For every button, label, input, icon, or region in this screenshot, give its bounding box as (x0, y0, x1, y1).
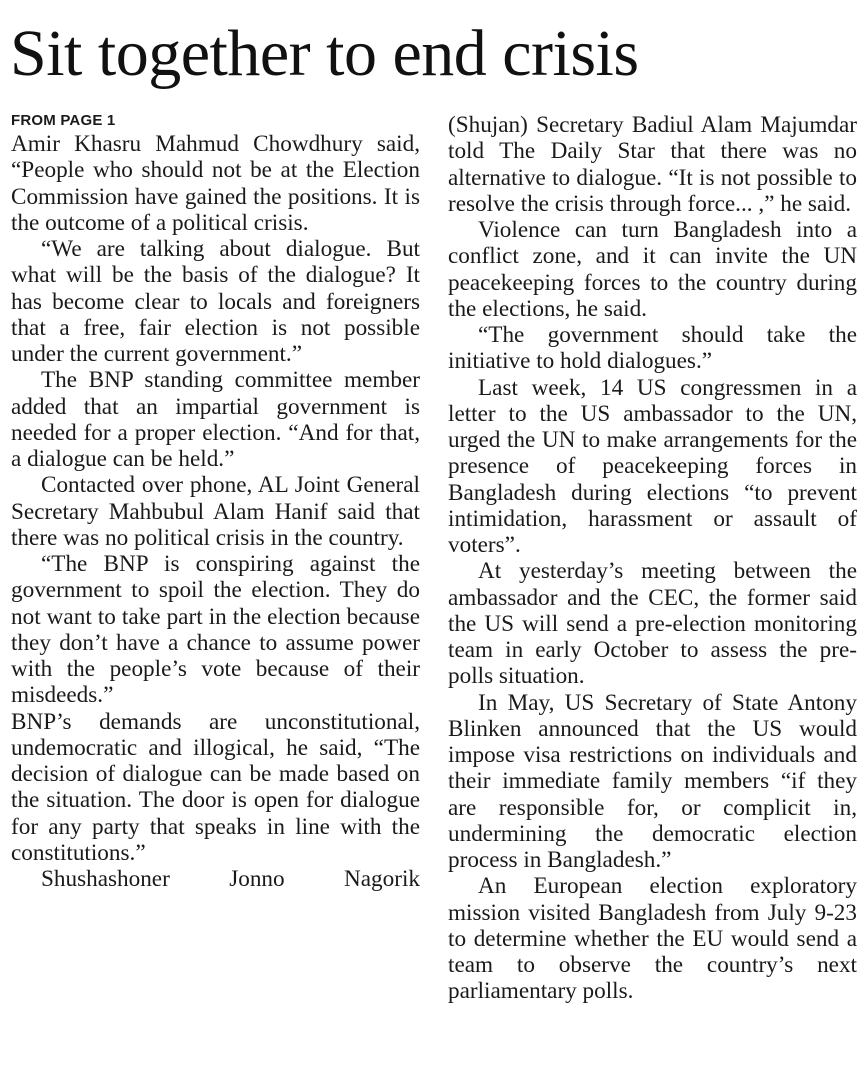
paragraph: In May, US Secretary of State Antony Blinken announced that the US would impose visa restrictions on individuals and their immediate family members “if they are responsible for, or complicit in, undermining the democratic election process in Bangladesh.” (448, 689, 857, 873)
paragraph: “The government should take the initiative to hold dialogues.” (448, 322, 857, 375)
paragraph: At yesterday’s meeting between the ambassador and the CEC, the former said the US will send a pre-election monitoring team in early October to assess the pre-polls situation. (448, 558, 857, 690)
paragraph: “The BNP is conspiring against the government to spoil the election. They do not want to take part in the election because they don’t have a chance to assume power with the people’s vote because of their misdeeds.” (11, 551, 420, 709)
paragraph: Contacted over phone, AL Joint General Secretary Mahbubul Alam Hanif said that there was no political crisis in the country. (11, 472, 420, 551)
paragraph: “We are talking about dialogue. But what will be the basis of the dialogue? It has become clear to locals and foreigners that a free, fair election is not possible under the current government.” (11, 236, 420, 367)
paragraph: Violence can turn Bangladesh into a conflict zone, and it can invite the UN peacekeeping forces to the country during the elections, he said. (448, 217, 857, 322)
paragraph: Last week, 14 US congressmen in a letter to the US ambassador to the UN, urged the UN to make arrangements for the presence of peacekeeping forces in Bangladesh during elections “to prevent intimidation, harassment or assault of voters”. (448, 374, 857, 558)
paragraph-continuation: (Shujan) Secretary Badiul Alam Majumdar told The Daily Star that there was no alternative to dialogue. “It is not possible to resolve the crisis through force... ,” he said. (448, 112, 857, 217)
paragraph: Amir Khasru Mahmud Chowdhury said, “People who should not be at the Election Commission have gained the positions. It is the outcome of a political crisis. (11, 131, 420, 236)
kicker-from-page: FROM PAGE 1 (11, 112, 116, 129)
paragraph: The BNP standing committee member added that an impartial government is needed for a proper election. “And for that, a dialogue can be held.” (11, 367, 420, 472)
headline: Sit together to end crisis (10, 17, 639, 90)
paragraph: An European election exploratory mission visited Bangladesh from July 9-23 to determine whether the EU would send a team to observe the country’s next parliamentary polls. (448, 873, 857, 1005)
article-column-right (448, 112, 857, 1005)
paragraph-continued: Shushashoner Jonno Nagorik (41, 866, 420, 892)
article-column-left (11, 112, 420, 892)
paragraph: BNP’s demands are unconstitutional, undemocratic and illogical, he said, “The decision of dialogue can be made based on the situation. The door is open for dialogue for any party that speaks in line with the constitutions.” (11, 708, 420, 866)
